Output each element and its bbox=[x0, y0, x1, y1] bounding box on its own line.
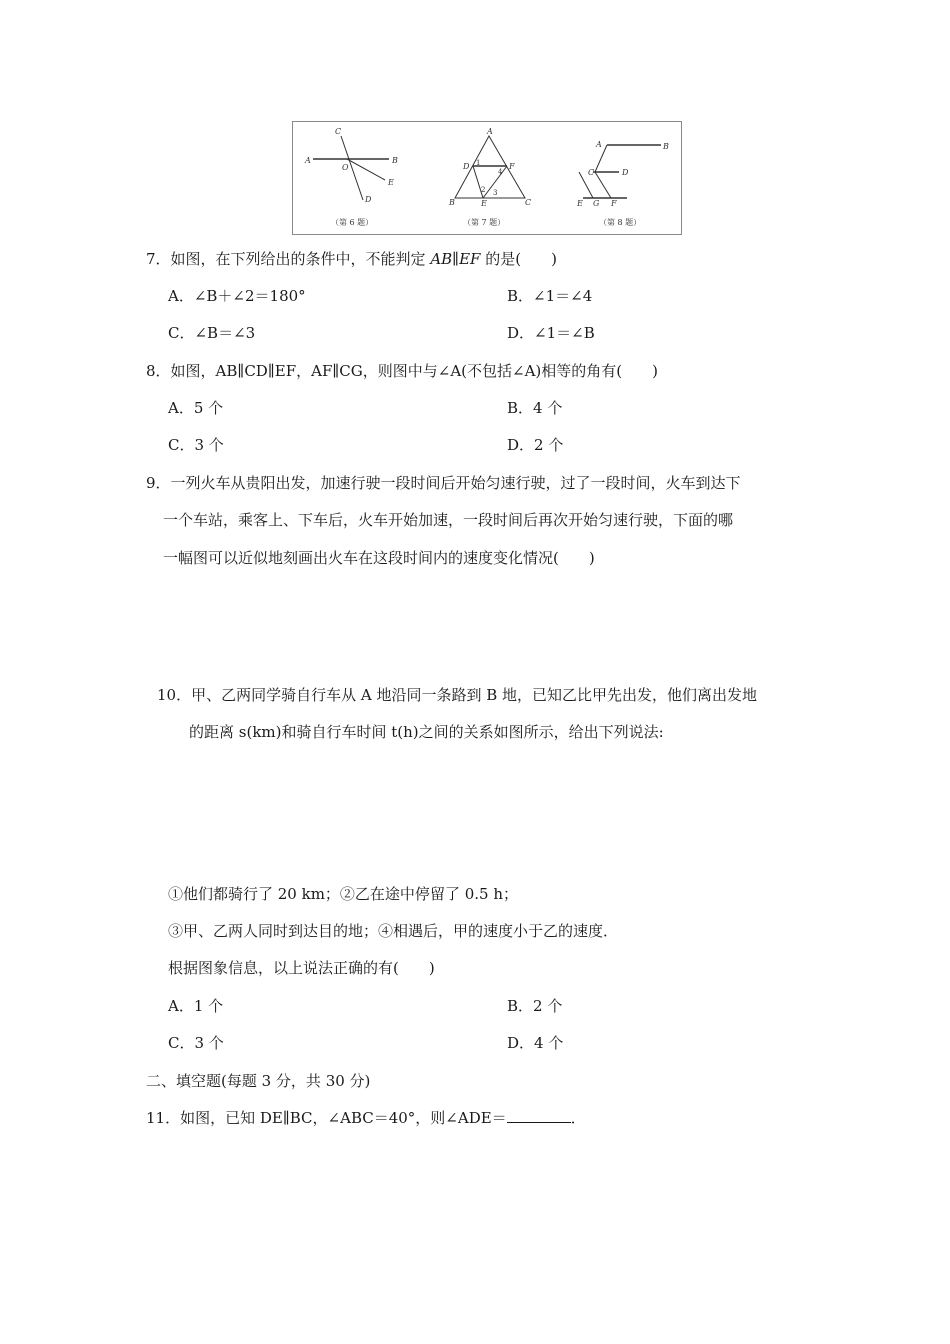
q11-stem-suffix: ． bbox=[570, 1109, 586, 1127]
q9-line-2: 一个车站，乘客上、下车后，火车开始加速，一段时间后再次开始匀速行驶，下面的哪 bbox=[163, 511, 734, 529]
fig7-label-a: A bbox=[487, 127, 493, 136]
q10-option-d[interactable]: D．4 个 bbox=[507, 1034, 564, 1052]
fig7-label-4: 4 bbox=[498, 168, 503, 176]
fig6-label-b: B bbox=[392, 156, 398, 165]
fig6-label-d: D bbox=[365, 195, 372, 204]
fig7-label-e: E bbox=[481, 199, 487, 208]
fig6-label-e: E bbox=[388, 178, 394, 187]
q10-line-2: 的距离 s(km)和骑自行车时间 t(h)之间的关系如图所示，给出下列说法: bbox=[189, 723, 664, 741]
figure-panel bbox=[292, 121, 682, 235]
geometry-figures bbox=[293, 122, 681, 234]
fig6-label-o: O bbox=[342, 163, 349, 172]
section-2-title: 二、填空题(每题 3 分，共 30 分) bbox=[146, 1072, 371, 1090]
fig7-caption: （第 7 题） bbox=[463, 218, 506, 227]
q7-option-c[interactable]: C．∠B＝∠3 bbox=[168, 324, 256, 342]
q7-option-a[interactable]: A．∠B＋∠2＝180° bbox=[168, 287, 306, 305]
fig7-label-3: 3 bbox=[493, 189, 498, 197]
q11-stem-prefix: 11．如图，已知 DE∥BC，∠ABC＝40°，则∠ADE＝ bbox=[146, 1109, 507, 1127]
q10-question: 根据图象信息，以上说法正确的有( ) bbox=[168, 959, 435, 977]
q8-option-b[interactable]: B．4 个 bbox=[507, 399, 563, 417]
q10-option-b[interactable]: B．2 个 bbox=[507, 997, 563, 1015]
fig8-label-e: E bbox=[577, 199, 583, 208]
fig6-label-c: C bbox=[335, 127, 342, 136]
fig7-label-d: D bbox=[463, 162, 470, 171]
fig8-caption: （第 8 题） bbox=[599, 218, 642, 227]
q10-statement-2: ③甲、乙两人同时到达目的地；④相遇后，甲的速度小于乙的速度． bbox=[168, 922, 619, 940]
question-8-stem: 8．如图，AB∥CD∥EF，AF∥CG，则图中与∠A(不包括∠A)相等的角有( ) bbox=[146, 362, 658, 380]
fig8-label-f: F bbox=[611, 199, 617, 208]
question-11-stem bbox=[146, 1108, 586, 1128]
fig8-label-c: C bbox=[588, 168, 595, 177]
q9-line-3: 一幅图可以近似地刻画出火车在这段时间内的速度变化情况( ) bbox=[163, 549, 595, 567]
q10-option-c[interactable]: C．3 个 bbox=[168, 1034, 224, 1052]
fig8-label-g: G bbox=[593, 199, 600, 208]
q8-option-c[interactable]: C．3 个 bbox=[168, 436, 224, 454]
fig7-label-f: F bbox=[509, 162, 515, 171]
q7-option-b[interactable]: B．∠1＝∠4 bbox=[507, 287, 593, 305]
q11-answer-blank[interactable] bbox=[507, 1108, 571, 1123]
fig8-label-a: A bbox=[596, 140, 602, 149]
q7-stem-prefix: 7．如图，在下列给出的条件中，不能判定 bbox=[146, 250, 431, 268]
q9-line-1: 9．一列火车从贵阳出发，加速行驶一段时间后开始匀速行驶，过了一段时间，火车到达下 bbox=[146, 474, 741, 492]
fig6-caption: （第 6 题） bbox=[331, 218, 374, 227]
q10-line-1: 10．甲、乙两同学骑自行车从 A 地沿同一条路到 B 地，已知乙比甲先出发，他们离出发地 bbox=[157, 686, 758, 704]
question-7-stem bbox=[146, 249, 557, 269]
q10-statement-1: ①他们都骑行了 20 km；②乙在途中停留了 0.5 h； bbox=[168, 885, 518, 903]
fig7-label-c: C bbox=[525, 198, 532, 207]
q7-stem-math: AB∥EF bbox=[430, 250, 481, 268]
q7-option-d[interactable]: D．∠1＝∠B bbox=[507, 324, 595, 342]
q7-stem-suffix: 的是( ) bbox=[480, 250, 557, 268]
q8-option-d[interactable]: D．2 个 bbox=[507, 436, 564, 454]
q10-option-a[interactable]: A．1 个 bbox=[168, 997, 224, 1015]
fig8-label-b: B bbox=[663, 142, 669, 151]
fig7-label-2: 2 bbox=[481, 186, 486, 194]
fig7-label-1: 1 bbox=[476, 159, 481, 167]
fig7-label-b: B bbox=[449, 198, 455, 207]
fig8-label-d: D bbox=[622, 168, 629, 177]
figure-6 bbox=[313, 136, 389, 200]
fig6-label-a: A bbox=[305, 156, 311, 165]
q8-option-a[interactable]: A．5 个 bbox=[168, 399, 224, 417]
